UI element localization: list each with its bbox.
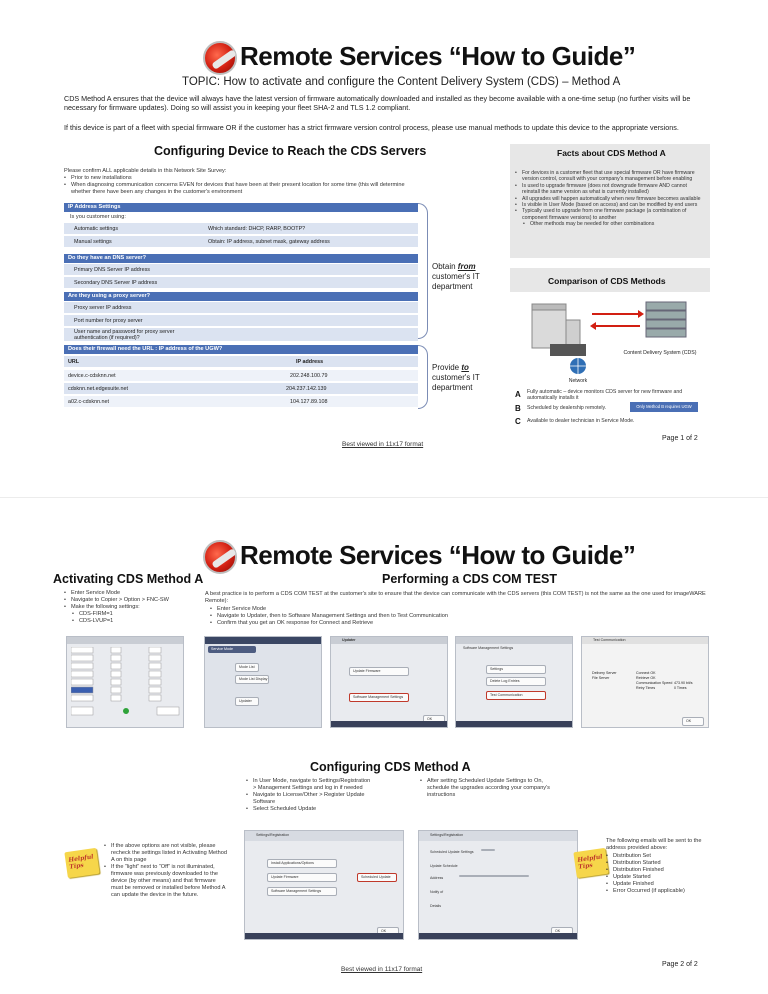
confirm-bullets [64,175,424,196]
com-test-text: A best practice is to perform a CDS COM TEST at the customer's site to ensure that the device can communicate with the CDS servers (this COM TEST) is not the same as the one used for imageWARE Remote): [205,591,706,604]
com-test-steps [210,606,710,627]
server-stack-icon [646,302,686,337]
updater-screenshot [330,636,448,728]
page1-number: Page 1 of 2 [662,435,698,442]
provide-post: customer's IT department [432,373,480,392]
ok-button: OK [423,715,445,724]
list-item: • CDS-LVUP=1 [72,618,204,625]
obtain-callout [432,262,502,292]
page1-topic: TOPIC: How to activate and configure the Content Delivery System (CDS) – Method A [182,76,621,88]
table-row [64,223,418,235]
list-item: • Typically used to upgrade from one firmware package (a combination of component firmware versions) to another [515,208,705,221]
firewall-header: Does their firewall need the URL : IP address of the UGW? [64,345,418,354]
delete-log-button: Delete Log Entries [486,677,546,686]
service-mode-screenshot [204,636,322,728]
table-row [64,277,418,289]
sw-mgmt-button: Software Management Settings [267,887,337,896]
facts-title: Facts about CDS Method A [557,148,666,158]
settings-button: Settings [486,665,546,674]
list-item: • Confirm that you get an OK response for Connect and Retrieve [210,620,710,627]
page1-title: Remote Services “How to Guide” [240,41,636,71]
update-firmware-button: Update Firmware [349,667,409,676]
table-row [64,315,418,327]
list-item: • After setting Scheduled Update Settings to On, schedule the upgrades according your company's instructions [420,778,550,799]
ip-cell: 104.127.89.108 [290,399,328,405]
list-item: • CDS-FIRM=1 [72,611,204,618]
list-item: • Is visible in User Mode (based on access) and can be modified by end users [515,202,705,208]
com-test-title: Performing a CDS COM TEST [382,572,558,586]
activate-steps [64,590,204,625]
retrieve-ok: Retrieve OK [636,676,656,680]
list-item: • Navigate to Updater, then to Software Management Settings and then to Test Communication [210,613,710,620]
update-firmware-button: Update Firmware [267,873,337,882]
fnc-sw-screenshot [66,636,184,728]
table-row [64,396,418,408]
table-row [64,383,418,395]
settings-screen-title: Settings/Registration [430,833,464,837]
scheduled-update-settings-label: Scheduled Update Settings [430,850,474,854]
method-a-text: Fully automatic – device monitors CDS server for new firmware and automatically installs it [527,389,683,402]
provide-em: to [461,363,469,372]
on-toggle [481,849,495,851]
config-device-title: Configuring Device to Reach the CDS Servers [154,144,427,158]
details-label: Details [430,904,441,908]
updater-screen-title: Updater [342,638,356,642]
settings-registration-screenshot [244,830,404,940]
copier-icon [532,304,586,356]
list-item: • All upgrades will happen automatically when new firmware becomes available [515,196,705,202]
ip-column-header: IP address [296,359,324,365]
ok-button: OK [551,927,573,936]
list-item: • Update Finished [606,881,716,888]
method-a-letter: A [515,390,521,399]
list-item: • Distribution Set [606,853,716,860]
list-item: • Select Scheduled Update [246,806,372,813]
provide-callout [432,363,502,393]
list-item: • Enter Service Mode [210,606,710,613]
delivery-server-label: Delivery Server [592,671,617,675]
list-item: • Enter Service Mode [64,590,204,597]
table-row [64,302,418,314]
tip-label: Helpful Tips [68,853,94,871]
method-c-letter: C [515,417,521,426]
config-steps-left [246,778,372,813]
confirm-text: Please confirm ALL applicable details in this Network Site Survey: [64,168,227,174]
settings-screen-title: Settings/Registration [256,833,290,837]
url-column-header: URL [68,359,80,365]
ip-cell: 204.237.142.139 [286,386,327,392]
ok-button: OK [377,927,399,936]
config-steps-right [420,778,550,799]
scheduled-update-screenshot [418,830,578,940]
facts-list [515,170,705,228]
list-item: • If the “light” next to “Off” is not illuminated, firmware was previously downloaded to the device (by other means) and that firmware must be removed or installed before Method A can update the device in the future. [104,864,228,899]
comm-speed: Communication Speed [636,681,673,685]
page-divider [0,497,768,498]
row-label: Automatic settings [74,226,119,232]
url-cell: device.c-cdsknn.net [68,373,116,379]
url-cell: cdsknn.net.edgesuite.net [68,386,128,392]
list-item: • Make the following settings: [64,604,204,611]
install-apps-button: Install Applications/Options [267,859,337,868]
intro-paragraph: CDS Method A ensures that the device will always have the latest version of firmware automatically downloaded and installed as they become available with a one-time setup (no further visits will be necessary for firmware updates). Doing so will assist you in keeping your fleet SHA-2 and TLS 1.2 compliant. [64,94,691,112]
table-row [64,328,418,342]
ip-question: Is you customer using: [70,214,126,220]
list-item: • For devices in a customer fleet that use special firmware OR have firmware version control, consult with your company's management before enabling [515,170,705,183]
sw-mgmt-screen-title: Software Management Settings [463,646,514,650]
list-item: • Distribution Started [606,860,716,867]
ip-cell: 202.248.100.79 [290,373,328,379]
scheduled-update-button: Scheduled Update [357,873,397,882]
method-c-text: Available to dealer technician in Service Mode. [527,418,635,424]
list-item: • Navigate to License/Other > Register Update Software [246,792,372,806]
speed-value: 473.90 bit/s [674,681,693,685]
settings-grid [71,647,181,719]
row-label: Primary DNS Server IP address [74,267,150,273]
page2-footer: Best viewed in 11x17 format [341,966,423,973]
mode-list-display-button: Mode List Display [235,675,269,684]
row-label: Manual settings [74,239,112,245]
helpful-tips-icon [573,848,608,878]
list-item: • Error Occurred (if applicable) [606,888,716,895]
table-row [64,264,418,276]
table-row [64,236,418,248]
dns-header: Do they have an DNS server? [64,254,418,263]
obtain-pre: Obtain [432,262,458,271]
file-server-label: File Server [592,676,610,680]
compare-title: Comparison of CDS Methods [548,276,666,286]
row-label: User name and password for proxy server authentication (if required)? [74,329,175,341]
test-comm-screen-title: Test Communication [593,638,626,642]
red-arrows-icon [590,310,644,330]
network-label: Network [568,378,588,384]
ip-settings-header: IP Address Settings [64,203,418,212]
mode-list-button: Mode List [235,663,259,672]
service-mode-label: Service Mode [208,646,256,653]
ok-button: OK [682,717,704,726]
remote-services-logo-icon [203,41,237,75]
provide-brace [418,345,428,409]
list-item: • Update Started [606,874,716,881]
page2-number: Page 2 of 2 [662,961,698,968]
special-firmware-note: If this device is part of a fleet with special firmware OR if the customer has a strict firmware version control process, please use manual methods to update this device to the appropriate versions. [64,123,679,132]
url-cell: a02.c-cdsknn.net [68,399,110,405]
cds-diagram [510,296,710,386]
page2-title: Remote Services “How to Guide” [240,540,636,570]
emails-intro: The following emails will be sent to the address provided above: [606,838,702,851]
row-label: Proxy server IP address [74,305,132,311]
tip-label: Helpful Tips [577,853,603,871]
address-label: Address [430,876,444,880]
proxy-header: Are they using a proxy server? [64,292,418,301]
updater-button: Updater [235,697,259,706]
obtain-em: from [457,262,476,271]
obtain-brace [418,203,428,339]
test-left-labels [592,671,617,681]
address-field [459,875,529,877]
list-item: • In User Mode, navigate to Settings/Registration > Management Settings and log in if needed [246,778,372,792]
remote-services-logo-icon [203,540,237,574]
facts-sub: Other methods may be needed for other combinations [530,221,655,228]
ugw-note: Only Method B requires UGW [636,404,692,409]
notify-label: Notify of [430,890,444,894]
helpful-tips-icon [64,848,99,878]
obtain-post: customer's IT department [432,272,480,291]
row-value: Which standard: DHCP, RARP, BOOTP? [208,226,306,232]
row-label: Port number for proxy server [74,318,143,324]
row-label: Secondary DNS Server IP address [74,280,158,286]
list-item: • If the above options are not visible, please recheck the settings listed in Activating Method A on this page [104,843,228,864]
software-mgmt-button: Software Management Settings [349,693,409,702]
table-header-row [64,356,418,368]
method-b-text: Scheduled by dealership remotely. [527,405,607,411]
list-item: • Is used to upgrade firmware (does not downgrade firmware AND cannot reinstall the same version as what is currently installed) [515,183,705,196]
list-item: • Navigate to Copier > Option > FNC-SW [64,597,204,604]
retry-times: Retry Times [636,686,656,690]
list-item [523,221,705,227]
method-b-letter: B [515,404,521,413]
cds-label: Content Delivery System (CDS) [623,350,697,356]
retry-value: 0 Times [674,686,687,690]
tips-list [104,843,228,899]
connect-ok: Connect OK [636,671,656,675]
list-item: • Prior to new installations [64,175,424,182]
config-method-title: Configuring CDS Method A [310,760,471,774]
test-values [674,681,693,691]
page1-footer: Best viewed in 11x17 format [342,441,424,448]
test-right-labels [636,671,672,691]
provide-pre: Provide [432,363,462,372]
ugw-note-badge [630,402,698,412]
list-item: • When diagnosing communication concerns EVEN for devices that have been at their present location for some time (this will determine whether there have been any changes in the customer's environment [64,182,424,196]
activate-title: Activating CDS Method A [53,572,204,586]
row-value: Obtain: IP address, subnet mask, gateway address [208,239,330,245]
update-schedule-label: Update Schedule [430,864,458,868]
test-communication-button: Test Communication [486,691,546,700]
table-row [64,370,418,382]
network-globe-icon [570,358,586,374]
test-comm-screenshot [581,636,709,728]
list-item: • Distribution Finished [606,867,716,874]
sw-mgmt-screenshot [455,636,573,728]
emails-list [606,853,716,895]
